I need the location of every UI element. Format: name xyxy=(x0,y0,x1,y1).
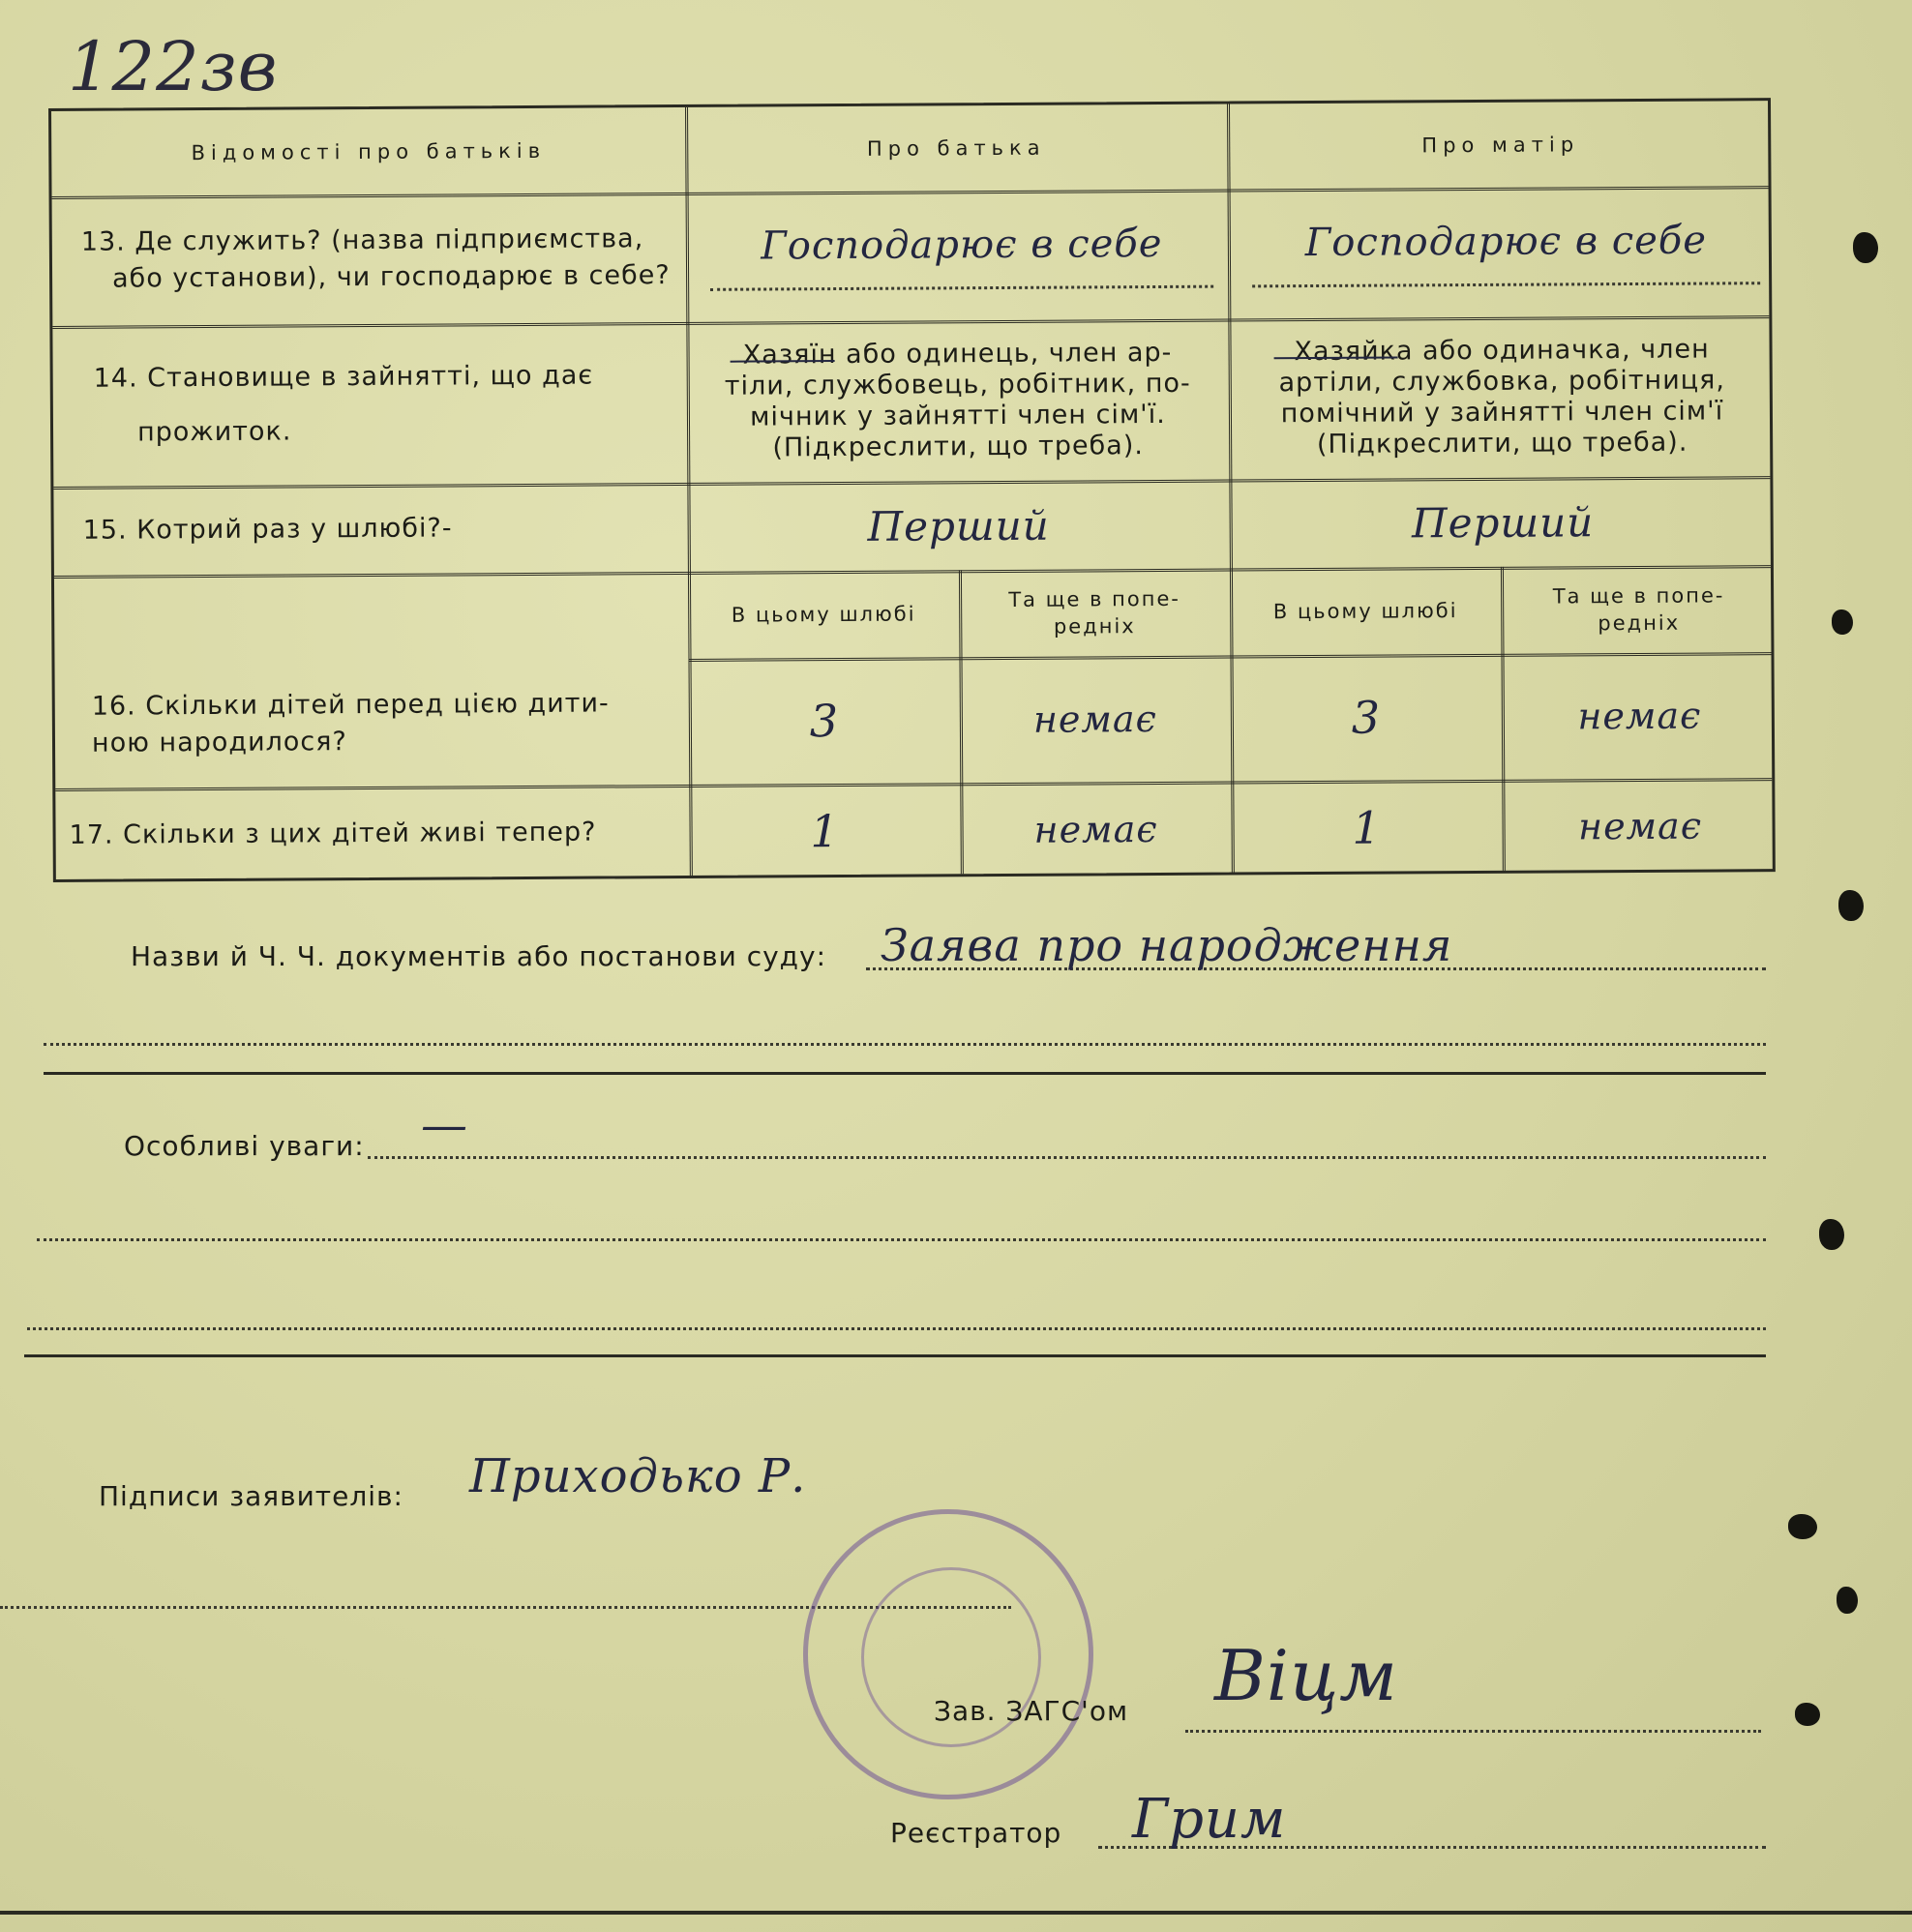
header-parents-info: Відомості про батьків xyxy=(191,138,547,165)
subheader-father-previous xyxy=(959,569,1231,658)
official-stamp xyxy=(803,1509,1093,1799)
subheader-mother-this-marriage: В цьому шлюбі xyxy=(1272,599,1458,624)
subheader-mother-previous xyxy=(1501,565,1778,654)
section-divider-2 xyxy=(24,1354,1766,1357)
mother-occupation-line4: (Підкреслити, що треба). xyxy=(1316,427,1688,460)
archive-number: 122зв xyxy=(68,27,279,106)
father-occupation-line3: мічник у зайнятті член сім'ї. xyxy=(750,399,1166,432)
father-occupation-line2: тіли, службовець, робітник, по- xyxy=(724,368,1191,401)
zags-head-label: Зав. ЗАГС'ом xyxy=(934,1695,1129,1727)
question-15: 15. Котрий раз у шлюбі?- xyxy=(82,513,453,546)
registrar-signature: Грим xyxy=(1132,1788,1287,1851)
mother-children-this-marriage: 3 xyxy=(1351,691,1382,744)
subheader-previous-line2: редніх xyxy=(1053,614,1136,639)
question-13-line1: 13. Де служить? (назва підприємства, xyxy=(80,223,644,257)
remarks-line-3 xyxy=(27,1327,1766,1330)
bottom-border xyxy=(0,1911,1912,1915)
father-children-previous: немає xyxy=(1032,698,1157,741)
father-children-alive-previous: немає xyxy=(1033,807,1158,851)
father-occupation-line1: Хазяїн або одинець, член ар- xyxy=(742,337,1173,371)
question-16-line2: ною народилося? xyxy=(91,727,347,758)
mother-occupation-options xyxy=(1228,315,1776,479)
mother-workplace: Господарює в себе xyxy=(1252,197,1761,287)
question-16-line1: 16. Скільки дітей перед цією дити- xyxy=(91,688,610,722)
section-divider xyxy=(44,1072,1766,1075)
documents-label: Назви й Ч. Ч. документів або постанови суду: xyxy=(131,940,827,972)
question-14 xyxy=(52,322,687,487)
mother-children-alive-previous: немає xyxy=(1577,804,1703,847)
binding-hole xyxy=(1832,609,1853,635)
subheader-previous-line1: Та ще в попе- xyxy=(1008,586,1180,611)
remarks-value: — xyxy=(421,1098,468,1152)
header-mother: Про матір xyxy=(1421,133,1580,158)
applicants-label: Підписи заявителів: xyxy=(99,1480,403,1512)
zags-head-signature: Віцм xyxy=(1214,1635,1398,1716)
binding-hole xyxy=(1795,1703,1820,1726)
remarks-line xyxy=(368,1156,1766,1159)
question-16 xyxy=(55,659,690,788)
question-17: 17. Скільки з цих дітей живі тепер? xyxy=(69,817,597,850)
question-14-line2: прожиток. xyxy=(136,416,292,448)
father-workplace: Господарює в себе xyxy=(710,201,1214,291)
documents-line-2 xyxy=(44,1043,1766,1046)
mother-occupation-line2: артіли, службовка, робітниця, xyxy=(1278,365,1726,399)
mother-marriage-count: Перший xyxy=(1411,497,1595,547)
binding-hole xyxy=(1788,1514,1817,1539)
question-13 xyxy=(52,193,687,326)
mother-occupation-line1: Хазяйка або одиначка, член xyxy=(1294,334,1710,368)
subheader-father-this-marriage: В цьому шлюбі xyxy=(731,602,916,627)
binding-hole xyxy=(1838,890,1864,921)
binding-hole xyxy=(1837,1587,1858,1614)
father-occupation-options xyxy=(686,319,1229,483)
remarks-label: Особливі уваги: xyxy=(124,1130,365,1162)
header-father: Про батька xyxy=(866,135,1046,161)
question-13-line2: або установи), чи господарює в себе? xyxy=(111,260,671,294)
subheader-previous-line2: редніх xyxy=(1598,610,1681,636)
subheader-previous-line1: Та ще в попе- xyxy=(1552,583,1725,609)
father-children-alive-this: 1 xyxy=(810,804,840,857)
mother-children-alive-this: 1 xyxy=(1352,801,1382,854)
binding-hole xyxy=(1819,1219,1844,1250)
remarks-line-2 xyxy=(37,1238,1766,1241)
binding-hole xyxy=(1853,232,1878,263)
question-14-line1: 14. Становище в зайнятті, що дає xyxy=(93,360,594,394)
father-marriage-count: Перший xyxy=(867,501,1050,550)
mother-occupation-line3: помічний у зайнятті член сім'ї xyxy=(1280,396,1724,430)
father-occupation-line4: (Підкреслити, що треба). xyxy=(772,431,1144,463)
applicants-signature: Приходько Р. xyxy=(469,1449,807,1503)
parents-info-table xyxy=(48,98,1776,882)
mother-children-previous: немає xyxy=(1577,694,1702,738)
documents-value: Заява про народження xyxy=(881,919,1453,971)
father-children-this-marriage: 3 xyxy=(809,695,840,748)
zags-head-line xyxy=(1185,1730,1761,1733)
registrar-label: Реєстратор xyxy=(890,1817,1062,1849)
